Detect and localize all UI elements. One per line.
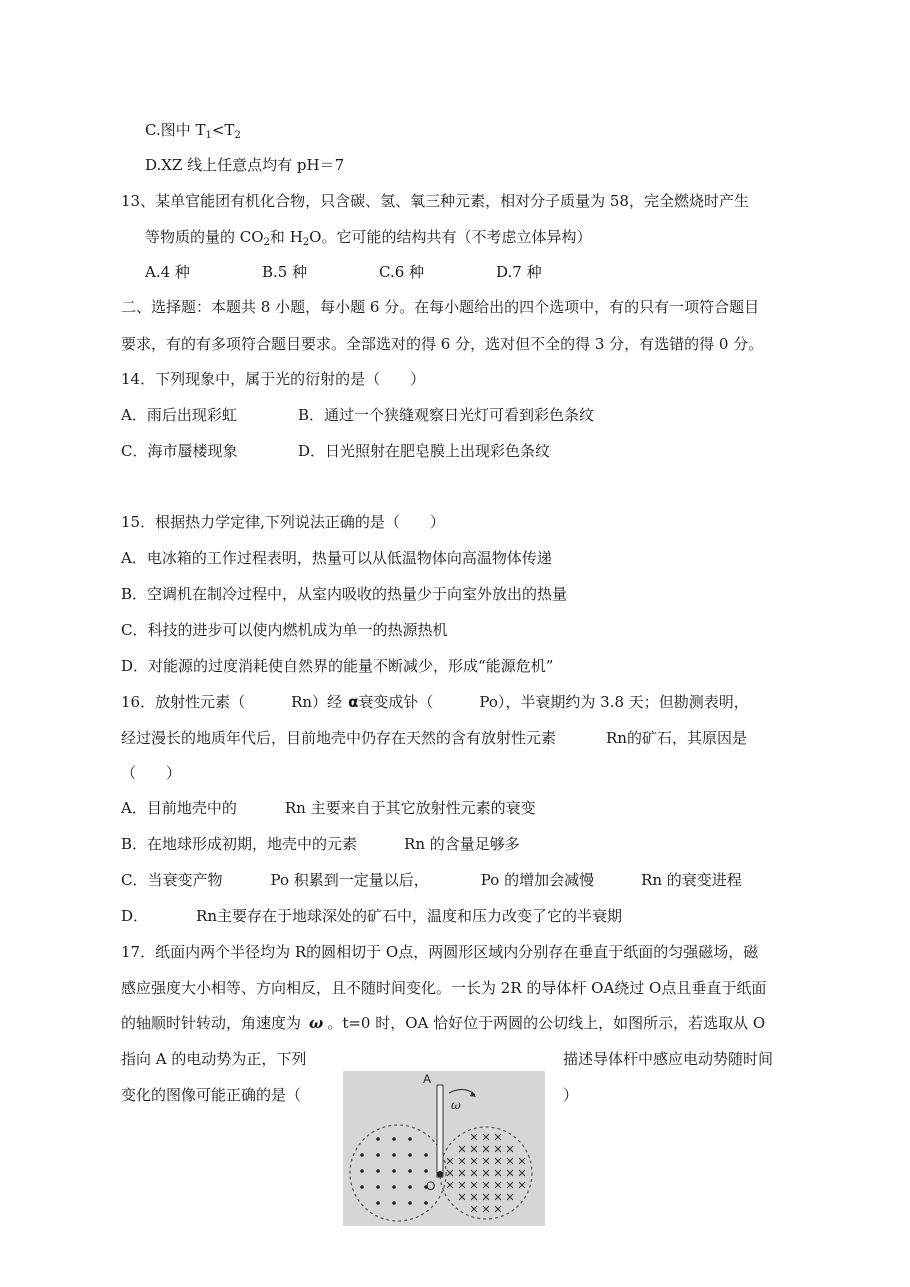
- q13-l2a: 等物质的量的 CO: [145, 228, 264, 246]
- field-cross: [507, 1158, 513, 1164]
- field-cross: [495, 1134, 501, 1140]
- q15-option-d: D．对能源的过度消耗使自然界的能量不断减少，形成“能源危机”: [121, 657, 554, 675]
- field-dot: [408, 1185, 412, 1189]
- field-cross: [495, 1206, 501, 1212]
- left-circle: [350, 1125, 446, 1221]
- field-cross: [447, 1170, 453, 1176]
- q16-l2a: 经过漫长的地质年代后，目前地壳中仍存在天然的含有放射性元素: [121, 729, 557, 747]
- q17-l3b: 。t=0 时，OA 恰好位于两圆的公切线上，如图所示，若选取从 O: [327, 1014, 766, 1032]
- field-dot: [392, 1169, 396, 1173]
- field-cross: [447, 1182, 453, 1188]
- q14-option-c: C．海市蜃楼现象: [121, 442, 238, 460]
- section2-line2: 要求，有的有多项符合题目要求。全部选对的得 6 分，选对但不全的得 3 分，有选错的得 0 分。: [121, 335, 764, 353]
- q12-c-sub1: 1: [205, 130, 212, 141]
- q14-option-d: D．日光照射在肥皂膜上出现彩色条纹: [298, 442, 551, 460]
- field-cross: [471, 1206, 477, 1212]
- field-dot: [408, 1137, 412, 1141]
- field-dot: [392, 1201, 396, 1205]
- q16-c-mid2: Po 的增加会减慢: [480, 871, 595, 889]
- q13-stem-line2: [145, 228, 591, 246]
- field-dot: [408, 1153, 412, 1157]
- q16-a-pre: A．目前地壳中的: [121, 799, 237, 817]
- q16-option-b: [121, 835, 520, 853]
- field-cross: [471, 1134, 477, 1140]
- field-cross: [495, 1194, 501, 1200]
- q15-option-c: C．科技的进步可以使内燃机成为单一的热源热机: [121, 621, 448, 639]
- q17-stem-line1: 17．纸面内两个半径均为 R的圆相切于 O点，两圆形区域内分别存在垂直于纸面的匀强磁场，磁: [121, 943, 759, 961]
- q13-l2b: 和 H: [269, 228, 303, 246]
- q15-option-b: B．空调机在制冷过程中，从室内吸收的热量少于向室外放出的热量: [121, 585, 568, 603]
- field-cross: [483, 1146, 489, 1152]
- q12-option-d: D.XZ 线上任意点均有 pH＝7: [145, 156, 345, 174]
- field-cross: [459, 1182, 465, 1188]
- pivot-point-o: [437, 1171, 443, 1177]
- q12-c-sub2: 2: [234, 130, 241, 141]
- q17-stem-line5b: ）: [563, 1086, 579, 1104]
- field-cross: [471, 1194, 477, 1200]
- q14-stem: 14．下列现象中，属于光的衍射的是（ ）: [121, 370, 426, 388]
- field-cross: [507, 1182, 513, 1188]
- field-cross: [483, 1182, 489, 1188]
- cross-field-markers: [447, 1134, 525, 1212]
- q15-stem: 15．根据热力学定律,下列说法正确的是（ ）: [121, 513, 445, 531]
- label-o: O: [426, 1179, 436, 1193]
- q16-option-c: [121, 871, 742, 889]
- field-cross: [507, 1146, 513, 1152]
- q17-stem-line5a: 变化的图像可能正确的是（: [121, 1086, 302, 1104]
- q17-figure: [343, 1071, 545, 1226]
- q15-option-a: A．电冰箱的工作过程表明，热量可以从低温物体向高温物体传递: [121, 549, 552, 567]
- q13-option-b: B.5 种: [262, 263, 308, 281]
- field-dot: [376, 1153, 380, 1157]
- q16-stem-line2: [121, 729, 747, 747]
- field-dot: [376, 1169, 380, 1173]
- field-cross: [471, 1158, 477, 1164]
- field-dot: [424, 1201, 428, 1205]
- field-dot: [424, 1169, 428, 1173]
- q16-a-post: Rn 主要来自于其它放射性元素的衰变: [284, 799, 536, 817]
- field-cross: [483, 1134, 489, 1140]
- q17-stem-line4a: 指向 A 的电动势为正，下列: [121, 1050, 307, 1068]
- q16-stem-line1: [121, 693, 749, 711]
- field-cross: [459, 1158, 465, 1164]
- field-cross: [495, 1182, 501, 1188]
- field-dot: [392, 1153, 396, 1157]
- omega-symbol: ω: [309, 1014, 324, 1032]
- section2-line1: 二、选择题：本题共 8 小题，每小题 6 分。在每小题给出的四个选项中，有的只有一项符合题目: [121, 298, 760, 316]
- q16-stem-line3: （ ）: [121, 764, 182, 782]
- field-dot: [424, 1153, 428, 1157]
- q12-option-c: [145, 121, 241, 139]
- q16-c-pre: C．当衰变产物: [121, 871, 223, 889]
- dot-field-markers: [360, 1137, 428, 1205]
- q13-option-d: D.7 种: [496, 263, 542, 281]
- q16-l2b: Rn的矿石，其原因是: [606, 729, 747, 747]
- label-omega: ω: [451, 1098, 461, 1112]
- q16-d-pre: D．: [121, 907, 149, 925]
- q17-stem-line2: 感应强度大小相等、方向相反，且不随时间变化。一长为 2R 的导体杆 OA绕过 O点且垂直于纸面: [121, 979, 767, 997]
- field-cross: [471, 1146, 477, 1152]
- magnetic-field-diagram: [343, 1071, 545, 1226]
- field-cross: [459, 1194, 465, 1200]
- field-dot: [360, 1169, 364, 1173]
- field-dot: [360, 1185, 364, 1189]
- q14-option-b: B．通过一个狭缝观察日光灯可看到彩色条纹: [298, 406, 595, 424]
- q16-c-post: Rn 的衰变进程: [641, 871, 742, 889]
- field-cross: [483, 1194, 489, 1200]
- field-cross: [507, 1194, 513, 1200]
- q16-option-d: [121, 907, 622, 925]
- field-cross: [471, 1170, 477, 1176]
- field-cross: [459, 1146, 465, 1152]
- field-cross: [483, 1158, 489, 1164]
- field-dot: [376, 1201, 380, 1205]
- field-dot: [392, 1185, 396, 1189]
- field-cross: [495, 1158, 501, 1164]
- q16-c-mid1: Po 积累到一定量以后，: [270, 871, 429, 889]
- field-cross: [471, 1182, 477, 1188]
- q13-option-c: C.6 种: [379, 263, 425, 281]
- q16-b-pre: B．在地球形成初期，地壳中的元素: [121, 835, 358, 853]
- field-dot: [360, 1153, 364, 1157]
- conductor-rod-oa: [437, 1085, 443, 1177]
- field-dot: [392, 1137, 396, 1141]
- field-dot: [408, 1169, 412, 1173]
- field-cross: [483, 1206, 489, 1212]
- field-cross: [519, 1182, 525, 1188]
- q17-l3a: 的轴顺时针转动，角速度为: [121, 1014, 302, 1032]
- q13-l2c: O。它可能的结构共有（不考虑立体异构）: [309, 228, 592, 246]
- label-a: A: [423, 1072, 432, 1086]
- field-cross: [519, 1158, 525, 1164]
- field-cross: [483, 1170, 489, 1176]
- field-cross: [459, 1170, 465, 1176]
- q13-sub1: 2: [263, 237, 270, 248]
- q16-l1d: 衰变成钋（: [358, 693, 434, 711]
- q14-option-a: A．雨后出现彩虹: [121, 406, 237, 424]
- q17-stem-line3: [121, 1014, 765, 1032]
- field-cross: [495, 1146, 501, 1152]
- q16-option-a: [121, 799, 536, 817]
- field-cross: [519, 1170, 525, 1176]
- field-dot: [376, 1137, 380, 1141]
- q16-l1a: 16．放射性元素（: [121, 693, 246, 711]
- q13-sub2: 2: [302, 237, 310, 248]
- field-dot: [376, 1185, 380, 1189]
- q16-b-post: Rn 的含量足够多: [404, 835, 520, 853]
- q13-option-a: A.4 种: [145, 263, 190, 281]
- field-cross: [495, 1170, 501, 1176]
- q13-stem-line1: 13、某单官能团有机化合物，只含碳、氢、氧三种元素，相对分子质量为 58，完全燃烧时产生: [121, 192, 749, 210]
- q16-l1b: Rn）经: [291, 693, 343, 711]
- q13-options: [145, 263, 542, 281]
- q16-l1e: Po），半衰期约为 3.8 天；但勘测表明，: [479, 693, 749, 711]
- field-cross: [507, 1170, 513, 1176]
- q16-d-post: Rn主要存在于地球深处的矿石中，温度和压力改变了它的半衰期: [196, 907, 622, 925]
- alpha-symbol: α: [348, 693, 359, 711]
- q17-stem-line4b: 描述导体杆中感应电动势随时间: [563, 1050, 774, 1068]
- field-cross: [447, 1158, 453, 1164]
- q12-c-mid: <T: [211, 121, 235, 139]
- q12-c-text: C.图中 T: [145, 121, 206, 139]
- field-dot: [408, 1201, 412, 1205]
